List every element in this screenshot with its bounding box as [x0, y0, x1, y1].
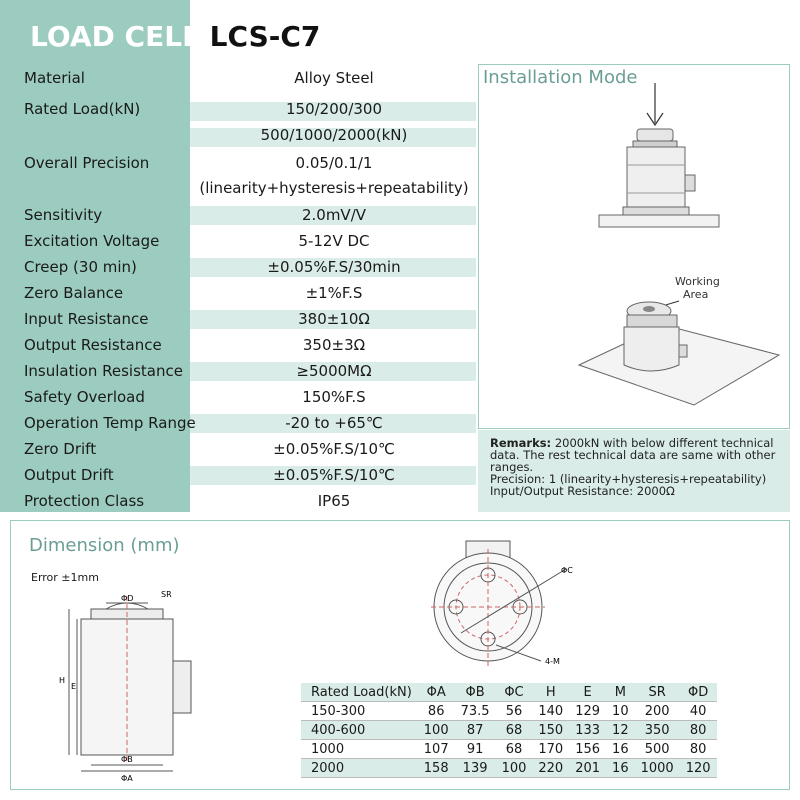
installation-panel: [478, 64, 790, 429]
dimension-table: [301, 683, 717, 778]
error-note: Error ±1mm: [31, 571, 99, 584]
cell: 200: [644, 703, 670, 719]
working-area-label-2: Area: [683, 288, 709, 301]
spec-row-output-resistance: [0, 332, 476, 358]
spec-value: ≥5000MΩ: [296, 362, 372, 380]
spec-value: 0.05/0.1/1: [295, 154, 373, 172]
spec-label: Sensitivity: [24, 206, 103, 224]
spec-value: 2.0mV/V: [301, 206, 367, 224]
cell: 12: [612, 722, 629, 738]
cell: 140: [538, 703, 564, 719]
cell: 1000: [311, 741, 345, 757]
dim-label-m: 4-M: [545, 657, 560, 666]
installation-illustration: [479, 65, 789, 425]
cell: 350: [644, 722, 670, 738]
cell: 68: [505, 741, 523, 757]
spec-label: Material: [24, 69, 85, 87]
table-row: [301, 702, 717, 721]
spec-label: Safety Overload: [24, 388, 145, 406]
spec-row-rated-load: [0, 96, 476, 122]
remarks-line1: 2000kN with below different technical data. The rest technical data are same with other ranges.: [490, 436, 776, 474]
dim-label-phid: ΦD: [121, 594, 134, 603]
spec-row-zero-balance: [0, 280, 476, 306]
col-header: Rated Load(kN): [311, 684, 412, 700]
spec-value: ±1%F.S: [305, 284, 363, 302]
spec-label: Overall Precision: [24, 154, 150, 172]
spec-value: ±0.05%F.S/30min: [267, 258, 401, 276]
cell: 10: [612, 703, 629, 719]
cell: 220: [538, 760, 564, 776]
cell: 100: [423, 722, 449, 738]
dim-label-e: E: [71, 682, 77, 691]
spec-label: Zero Drift: [24, 440, 97, 458]
col-header: ΦC: [504, 684, 524, 700]
cell: 1000: [640, 760, 674, 776]
dim-label-phib: ΦB: [121, 755, 133, 764]
cell: 80: [689, 722, 707, 738]
cell: 56: [505, 703, 523, 719]
col-header: ΦA: [426, 684, 446, 700]
spec-label: Zero Balance: [24, 284, 124, 302]
cell: 158: [423, 760, 449, 776]
spec-value: ±0.05%F.S/10℃: [273, 440, 395, 458]
cell: 129: [575, 703, 601, 719]
spec-row-output-drift: [0, 462, 476, 488]
cell: 16: [612, 741, 629, 757]
dimension-title: Dimension (mm): [29, 535, 180, 556]
spec-label: Rated Load(kN): [24, 100, 141, 118]
spec-row-temp-range: [0, 410, 476, 436]
working-area-label: Working: [675, 275, 720, 288]
spec-row-excitation: [0, 228, 476, 254]
cell: 80: [689, 741, 707, 757]
title-part2: LCS-C7: [209, 20, 321, 53]
cell: 500: [644, 741, 670, 757]
cell: 40: [689, 703, 707, 719]
remarks-line3: Input/Output Resistance: 2000Ω: [490, 484, 675, 498]
cell: 120: [685, 760, 711, 776]
cell: 68: [505, 722, 523, 738]
dim-label-sr: SR: [161, 590, 172, 599]
spec-value: 380±10Ω: [298, 310, 370, 328]
spec-value: 5-12V DC: [298, 232, 370, 250]
spec-row-overall-precision-2: [0, 175, 476, 201]
spec-row-creep: [0, 254, 476, 280]
spec-value: ±0.05%F.S/10℃: [273, 466, 395, 484]
remarks-box: [478, 430, 790, 512]
col-header: ΦD: [687, 684, 709, 700]
dim-label-phic: ΦC: [561, 566, 573, 575]
cell: 73.5: [460, 703, 490, 719]
cell: 133: [575, 722, 601, 738]
col-header: SR: [648, 684, 666, 700]
cell: 170: [538, 741, 564, 757]
spec-row-overall-precision: [0, 150, 476, 176]
spec-row-insulation: [0, 358, 476, 384]
spec-label: Excitation Voltage: [24, 232, 160, 250]
cell: 100: [501, 760, 527, 776]
spec-label: Operation Temp Range: [24, 414, 196, 432]
spec-label: Output Resistance: [24, 336, 162, 354]
page-title: [30, 20, 320, 60]
spec-value: IP65: [317, 492, 351, 510]
spec-value: 500/1000/2000(kN): [260, 126, 408, 144]
spec-row-rated-load-2: [0, 122, 476, 148]
spec-value: -20 to +65℃: [285, 414, 383, 432]
spec-label: Insulation Resistance: [24, 362, 183, 380]
spec-label: Creep (30 min): [24, 258, 137, 276]
cell: 139: [462, 760, 488, 776]
cell: 201: [575, 760, 601, 776]
cell: 150-300: [311, 703, 366, 719]
dim-label-phia: ΦA: [121, 774, 133, 783]
cell: 2000: [311, 760, 345, 776]
spec-label: Output Drift: [24, 466, 114, 484]
table-row: [301, 759, 717, 778]
cell: 400-600: [311, 722, 366, 738]
cell: 107: [423, 741, 449, 757]
cell: 156: [575, 741, 601, 757]
cell: 91: [466, 741, 484, 757]
col-header: H: [545, 684, 556, 700]
table-row: [301, 740, 717, 759]
spec-value: 350±3Ω: [302, 336, 366, 354]
title-part1: LOAD CELL: [30, 20, 200, 53]
table-header-row: [301, 683, 717, 702]
cell: 86: [427, 703, 445, 719]
col-header: M: [614, 684, 626, 700]
spec-label: Input Resistance: [24, 310, 149, 328]
cell: 150: [538, 722, 564, 738]
installation-title: Installation Mode: [483, 67, 638, 88]
dim-label-h: H: [59, 676, 66, 685]
spec-row-zero-drift: [0, 436, 476, 462]
spec-label: Protection Class: [24, 492, 145, 510]
spec-row-protection: [0, 488, 476, 514]
dimension-panel: [10, 520, 790, 790]
cell: 87: [466, 722, 484, 738]
spec-row-material: [0, 65, 476, 91]
spec-row-input-resistance: [0, 306, 476, 332]
cell: 16: [612, 760, 629, 776]
table-row: [301, 721, 717, 740]
spec-value: 150/200/300: [286, 100, 382, 118]
spec-value: Alloy Steel: [294, 69, 374, 87]
spec-row-sensitivity: [0, 202, 476, 228]
remarks-line2: Precision: 1 (linearity+hysteresis+repeatability): [490, 472, 767, 486]
col-header: ΦB: [465, 684, 485, 700]
spec-value: (linearity+hysteresis+repeatability): [199, 179, 469, 197]
spec-row-safety-overload: [0, 384, 476, 410]
col-header: E: [583, 684, 592, 700]
remarks-heading: Remarks:: [490, 436, 552, 450]
spec-value: 150%F.S: [302, 388, 366, 406]
